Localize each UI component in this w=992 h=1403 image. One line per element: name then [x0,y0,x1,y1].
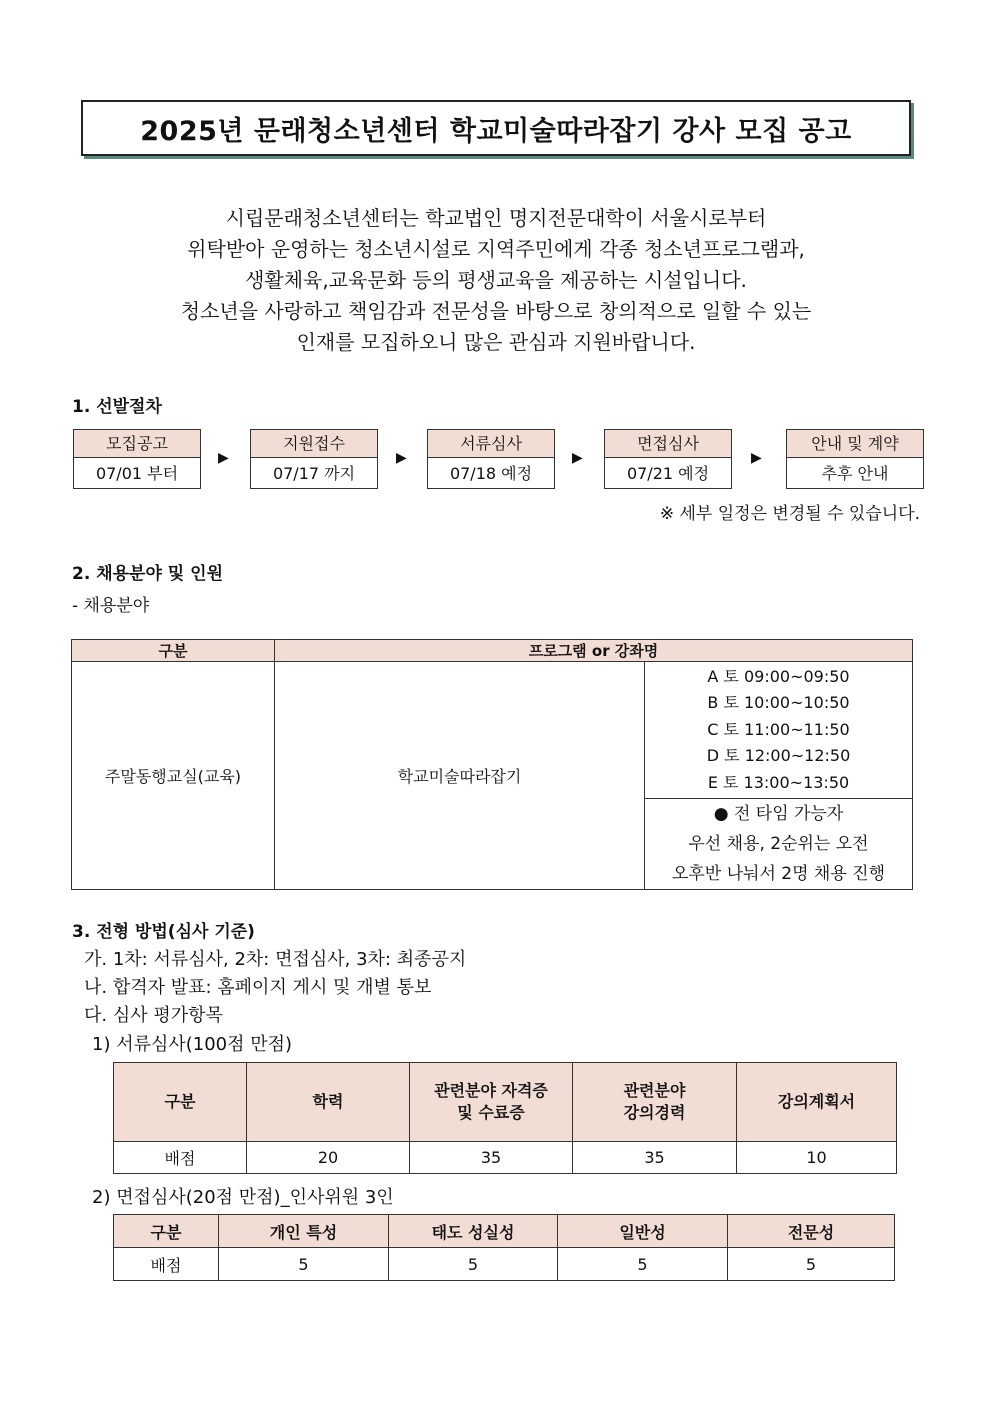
step-date: 07/01 부터 [95,464,179,483]
step-label: 서류심사 [428,430,554,458]
step-recruit-notice [73,429,201,489]
intro-line: 위탁받아 운영하는 청소년시설로 지역주민에게 각종 청소년프로그램과, [187,237,805,261]
schedule-cell [645,662,913,799]
step-interview [604,429,732,489]
section2-heading: 2. 채용분야 및 인원 [72,564,223,584]
schedule-slot: D 토 12:00~12:50 [706,746,851,766]
intro-line: 시립문래청소년센터는 학교법인 명지전문대학이 서울시로부터 [225,206,767,230]
table-cell: 5 [219,1248,389,1281]
method-item: 나. 합격자 발표: 홈페이지 게시 및 개별 통보 [84,977,432,998]
method-item: 다. 심사 평가항목 [84,1005,223,1026]
category-cell: 주말동행교실(교육) [72,662,275,890]
section1-heading: 1. 선발절차 [72,397,162,417]
table-header: 프로그램 or 강좌명 [275,640,913,662]
condition-line: ● 전 타임 가능자 [713,804,844,824]
table-header: 구분 [114,1215,219,1248]
step-application [250,429,378,489]
table-header: 학력 [247,1063,410,1142]
step-label: 면접심사 [605,430,731,458]
step-label: 모집공고 [74,430,200,458]
step-date: 추후 안내 [821,464,889,483]
recruitment-table [71,639,913,890]
table-cell: 배점 [114,1142,247,1174]
interview-label: 2) 면접심사(20점 만점)_인사위원 3인 [92,1187,394,1208]
arrow-icon: ▶ [218,450,229,466]
arrow-icon: ▶ [572,450,583,466]
table-header: 태도 성실성 [389,1215,558,1248]
page-title: 2025년 문래청소년센터 학교미술따라잡기 강사 모집 공고 [81,100,911,156]
intro-text [60,203,932,358]
arrow-icon: ▶ [396,450,407,466]
table-header: 일반성 [558,1215,728,1248]
step-date: 07/18 예정 [449,464,533,483]
schedule-slot: E 토 13:00~13:50 [707,772,850,792]
method-item: 가. 1차: 서류심사, 2차: 면접심사, 3차: 최종공지 [84,949,467,970]
step-label: 안내 및 계약 [787,430,923,458]
table-header: 구분 [114,1063,247,1142]
table-header: 강의계획서 [737,1063,897,1142]
table-header: 개인 특성 [219,1215,389,1248]
table-header: 관련분야 자격증 및 수료증 [410,1063,573,1142]
table-header: 구분 [72,640,275,662]
table-cell: 35 [573,1142,737,1174]
step-date: 07/17 까지 [272,464,356,483]
table-cell: 20 [247,1142,410,1174]
table-cell: 배점 [114,1248,219,1281]
program-cell: 학교미술따라잡기 [275,662,645,890]
condition-cell [645,799,913,890]
doc-review-label: 1) 서류심사(100점 만점) [92,1034,293,1055]
section2-subheading: - 채용분야 [72,596,150,616]
intro-line: 생활체육,교육문화 등의 평생교육을 제공하는 시설입니다. [245,268,747,292]
intro-line: 청소년을 사랑하고 책임감과 전문성을 바탕으로 창의적으로 일할 수 있는 [180,299,812,323]
intro-line: 인재를 모집하오니 많은 관심과 지원바랍니다. [296,330,696,354]
schedule-slot: C 토 11:00~11:50 [707,719,850,739]
schedule-slot: A 토 09:00~09:50 [707,666,850,686]
step-label: 지원접수 [251,430,377,458]
section3-heading: 3. 전형 방법(심사 기준) [72,922,255,942]
table-cell: 10 [737,1142,897,1174]
table-cell: 35 [410,1142,573,1174]
condition-line: 우선 채용, 2순위는 오전 [688,834,869,854]
schedule-note: ※ 세부 일정은 변경될 수 있습니다. [659,504,920,524]
table-cell: 5 [389,1248,558,1281]
step-date: 07/21 예정 [626,464,710,483]
step-contract [786,429,924,489]
arrow-icon: ▶ [751,450,762,466]
table-header: 관련분야 강의경력 [573,1063,737,1142]
condition-line: 오후반 나눠서 2명 채용 진행 [671,864,886,884]
interview-table [113,1214,895,1281]
table-cell: 5 [558,1248,728,1281]
step-document-review [427,429,555,489]
table-header: 전문성 [728,1215,895,1248]
doc-review-table [113,1062,897,1174]
table-cell: 5 [728,1248,895,1281]
schedule-slot: B 토 10:00~10:50 [707,693,850,713]
